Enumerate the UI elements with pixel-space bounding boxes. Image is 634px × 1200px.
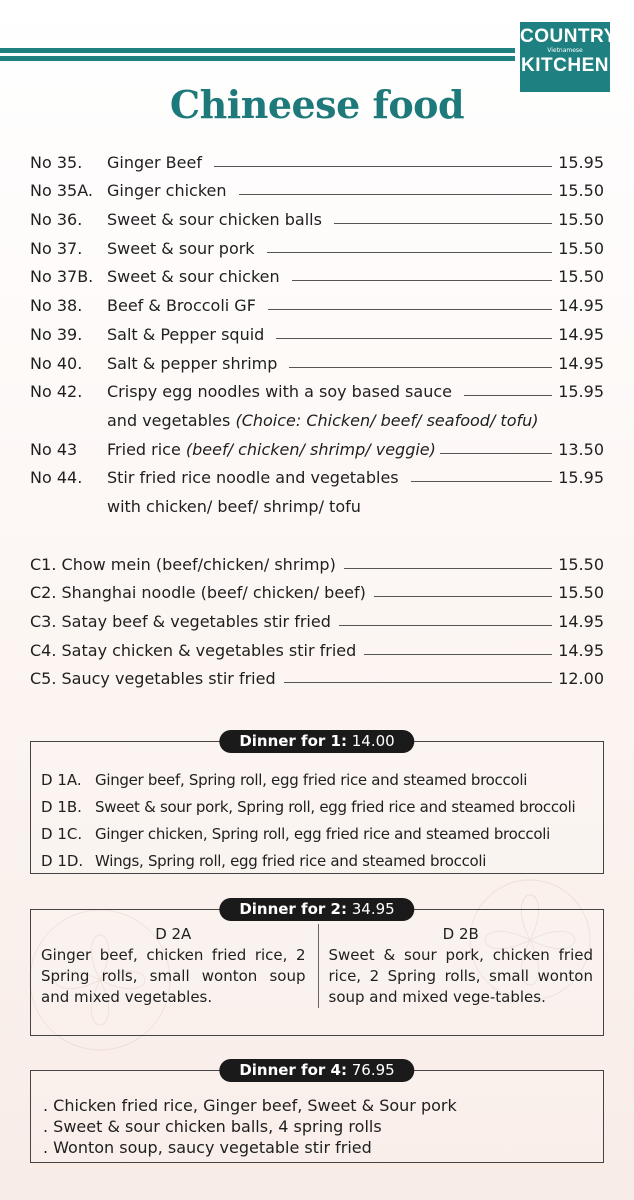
c-menu-item [30, 574, 604, 603]
dinner-desc: Ginger chicken, Spring roll, egg fried rice and steamed broccoli [95, 824, 550, 843]
dinner-desc: Ginger beef, Spring roll, egg fried rice and steamed broccoli [95, 770, 528, 789]
dinner-price: 34.95 [351, 900, 395, 918]
leader-line [411, 481, 553, 482]
menu-item [30, 143, 604, 172]
dinner-item: . Chicken fried rice, Ginger beef, Sweet & Sour pork [43, 1096, 457, 1115]
item-continuation [30, 487, 604, 516]
item-name: Crispy egg noodles with a soy based sauce [107, 382, 452, 402]
dinner-for-1-box [30, 732, 604, 874]
item-name: Salt & Pepper squid [107, 324, 265, 344]
menu-item [30, 286, 604, 315]
dinner-for-2-badge [219, 898, 414, 921]
item-number: No 35. [30, 152, 83, 172]
leader-line [284, 682, 553, 683]
dinner-for-4-list [31, 1071, 603, 1158]
item-name: C3. Satay beef & vegetables stir fried [30, 612, 331, 631]
dinner-code: D 1A. [41, 770, 82, 789]
leader-line [334, 223, 552, 224]
dinner-option-2b [319, 924, 594, 1008]
item-number: No 43 [30, 439, 78, 459]
item-choice-text: (Choice: Chicken/ beef/ seafood/ tofu) [235, 410, 539, 430]
item-choice-text: (beef/ chicken/ shrimp/ veggie) [185, 439, 436, 459]
dinner-desc: Ginger beef, chicken fried rice, 2 Spring rolls, small wonton soup and mixed vegetables. [41, 946, 306, 1006]
item-price: 13.50 [558, 439, 604, 459]
item-name [107, 440, 436, 459]
item-price: 15.50 [558, 210, 604, 230]
dinner-price: 14.00 [351, 732, 395, 750]
dinner-for-1-list [31, 742, 603, 874]
item-name: Sweet & sour chicken balls [107, 210, 322, 230]
dinner-label: Dinner for 4: [239, 1061, 347, 1079]
dinner-price: 76.95 [351, 1061, 395, 1079]
item-price: 15.50 [558, 238, 604, 258]
brand-line-3: KITCHEN [521, 55, 609, 76]
item-number: No 35A. [30, 181, 93, 201]
item-name: Stir fried rice noodle and vegetables [107, 468, 399, 488]
item-name: C5. Saucy vegetables stir fried [30, 669, 276, 689]
item-number: No 38. [30, 296, 83, 316]
item-price: 14.95 [558, 640, 604, 660]
dinner-code: D 2A [155, 925, 192, 943]
item-price: 14.95 [558, 612, 604, 631]
menu-item [30, 200, 604, 229]
dinner-code: D 1B. [41, 797, 82, 816]
dinner-code: D 1D. [41, 851, 84, 870]
leader-line [464, 395, 552, 396]
menu-item [30, 258, 604, 287]
c-menu-item [30, 545, 604, 574]
dinner-for-4-badge [219, 1059, 414, 1082]
dinner-item [41, 793, 603, 820]
item-number: No 40. [30, 353, 83, 373]
item-number: No 42. [30, 382, 83, 402]
dinner-code: D 1C. [41, 824, 83, 843]
dinner-item [41, 847, 603, 874]
item-number: No 36. [30, 210, 83, 230]
item-price: 12.00 [558, 669, 604, 689]
item-name: C4. Satay chicken & vegetables stir fried [30, 640, 357, 660]
leader-line [276, 338, 552, 339]
header-stripe-top [0, 48, 515, 53]
item-number: No 39. [30, 324, 83, 344]
leader-line [339, 625, 552, 626]
item-price: 15.95 [558, 468, 604, 488]
dinner-item: . Wonton soup, saucy vegetable stir fried [43, 1138, 372, 1157]
dinner-label: Dinner for 2: [239, 900, 347, 918]
dinner-for-4-box [30, 1061, 604, 1163]
item-cont-text: and vegetables [107, 410, 231, 430]
brand-line-2: Vietnamese [547, 47, 583, 54]
menu-item [30, 430, 604, 459]
menu-item [30, 344, 604, 373]
item-name: C1. Chow mein (beef/chicken/ shrimp) [30, 554, 336, 574]
page-title: Chineese food [169, 82, 465, 127]
dinner-code: D 2B [442, 925, 479, 943]
dinner-desc: Sweet & sour pork, chicken fried rice, 2 Spring rolls, small wonton soup and mixed vege-tables. [328, 946, 593, 1006]
menu-item [30, 459, 604, 488]
leader-line [440, 453, 552, 454]
leader-line [364, 654, 552, 655]
item-price: 14.95 [558, 353, 604, 373]
item-number: No 37. [30, 238, 83, 258]
item-price: 14.95 [558, 296, 604, 316]
item-name: Ginger chicken [107, 181, 227, 201]
dinner-item: . Sweet & sour chicken balls, 4 spring rolls [43, 1117, 382, 1136]
item-price: 15.50 [558, 181, 604, 201]
item-price: 14.95 [558, 324, 604, 344]
menu-item [30, 229, 604, 258]
item-name-text: Fried rice [107, 439, 181, 459]
leader-line [239, 194, 553, 195]
c-menu-item [30, 631, 604, 660]
dinner-desc: Wings, Spring roll, egg fried rice and steamed broccoli [95, 851, 487, 870]
leader-line [374, 596, 552, 597]
item-price: 15.50 [558, 583, 604, 603]
c-menu-item [30, 660, 604, 689]
dinner-for-2-options [31, 910, 603, 1008]
leader-line [289, 367, 552, 368]
item-name: Sweet & sour chicken [107, 267, 280, 287]
item-price: 15.50 [558, 554, 604, 574]
leader-line [268, 309, 552, 310]
menu-item [30, 172, 604, 201]
dinner-for-2-box [30, 900, 604, 1036]
item-name: Sweet & sour pork [107, 238, 255, 258]
item-price: 15.50 [558, 267, 604, 287]
header-stripe-bottom [0, 56, 515, 61]
dinner-desc: Sweet & sour pork, Spring roll, egg fried rice and steamed broccoli [95, 797, 576, 816]
dinner-item [41, 766, 603, 793]
menu-item [30, 373, 604, 402]
dinner-label: Dinner for 1: [239, 732, 347, 750]
item-name: Salt & pepper shrimp [107, 353, 278, 373]
item-price: 15.95 [558, 152, 604, 172]
item-name: Beef & Broccoli GF [107, 296, 256, 316]
menu-item [30, 315, 604, 344]
item-price: 15.95 [558, 382, 604, 402]
leader-line [267, 252, 553, 253]
item-number: No 37B. [30, 267, 94, 287]
leader-line [292, 280, 553, 281]
c-menu-item [30, 602, 604, 631]
item-number: No 44. [30, 468, 83, 488]
item-name: C2. Shanghai noodle (beef/ chicken/ beef) [30, 583, 366, 603]
item-cont-text: with chicken/ beef/ shrimp/ tofu [107, 496, 361, 516]
item-continuation [30, 401, 604, 430]
item-name: Ginger Beef [107, 152, 202, 172]
brand-line-1: COUNTRY [520, 26, 617, 47]
dinner-item [41, 820, 603, 847]
menu-list [30, 143, 604, 688]
leader-line [214, 166, 552, 167]
dinner-for-1-badge [219, 730, 414, 753]
dinner-option-2a [41, 924, 319, 1008]
leader-line [344, 568, 552, 569]
